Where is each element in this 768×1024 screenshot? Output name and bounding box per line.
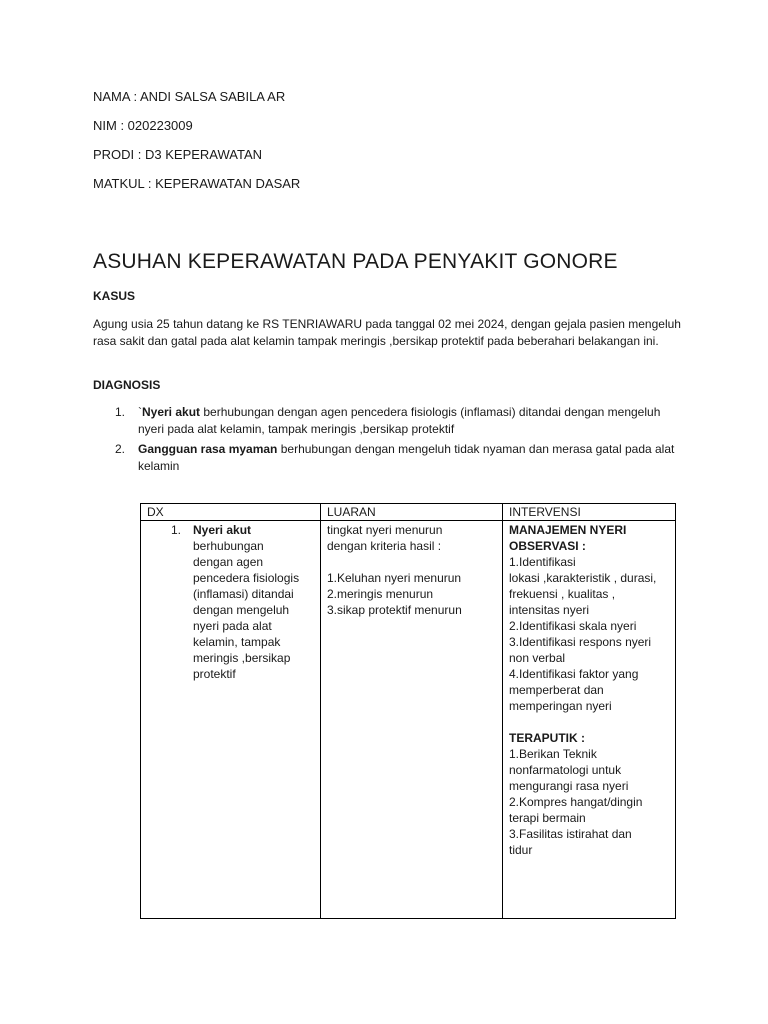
diagnosis-lead-mark: ` <box>138 405 142 419</box>
dx-line: meringis ,bersikap <box>193 651 291 665</box>
terapeutik-line: terapi bermain <box>509 811 586 825</box>
dx-line: dengan mengeluh <box>193 603 290 617</box>
dx-line: berhubungan <box>193 539 264 553</box>
terapeutik-heading: TERAPUTIK : <box>509 731 585 745</box>
intervensi-cell <box>503 521 676 919</box>
diagnosis-number: 2. <box>115 442 126 456</box>
observasi-line: memperberat dan <box>509 683 604 697</box>
observasi-line: memperingan nyeri <box>509 699 612 713</box>
observasi-line: frekuensi , kualitas , <box>509 587 616 601</box>
diagnosis-text: berhubungan dengan mengeluh tidak nyaman dan merasa gatal pada alat kelamin <box>138 442 675 473</box>
observasi-line: 4.Identifikasi faktor yang <box>509 667 639 681</box>
terapeutik-line: 1.Berikan Teknik <box>509 747 597 761</box>
observasi-line: 3.Identifikasi respons nyeri <box>509 635 652 649</box>
terapeutik-line: mengurangi rasa nyeri <box>509 779 629 793</box>
kasus-paragraph: Agung usia 25 tahun datang ke RS TENRIAWARU pada tanggal 02 mei 2024, dengan gejala pasien mengeluh rasa sakit dan gatal pada alat kelamin tampak meringis ,bersikap protektif pada beberahari belakangan ini. <box>93 317 681 348</box>
observasi-line: intensitas nyeri <box>509 603 590 617</box>
table-header-row <box>141 504 676 521</box>
course-name: MATKUL : KEPERAWATAN DASAR <box>93 176 301 191</box>
observasi-line: 2.Identifikasi skala nyeri <box>509 619 637 633</box>
spacer <box>509 714 669 730</box>
dx-cell <box>141 521 321 919</box>
student-prodi: PRODI : D3 KEPERAWATAN <box>93 147 263 162</box>
spacer <box>327 554 496 570</box>
table-row <box>141 521 676 919</box>
dx-line: (inflamasi) ditandai <box>193 587 294 601</box>
terapeutik-line: 3.Fasilitas istirahat dan <box>509 827 632 841</box>
header-dx: DX <box>141 504 321 521</box>
luaran-intro: dengan kriteria hasil : <box>327 539 442 553</box>
diagnosis-item <box>93 404 683 438</box>
student-name: NAMA : ANDI SALSA SABILA AR <box>93 89 286 104</box>
document-title: ASUHAN KEPERAWATAN PADA PENYAKIT GONORE <box>93 250 618 273</box>
luaran-item: 1.Keluhan nyeri menurun <box>327 571 462 585</box>
diagnosis-title: Gangguan rasa myaman <box>138 442 278 456</box>
dx-number: 1. <box>171 523 182 537</box>
diagnosis-item <box>93 441 683 475</box>
dx-line: pencedera fisiologis <box>193 571 300 585</box>
terapeutik-line: nonfarmatologi untuk <box>509 763 622 777</box>
header-luaran: LUARAN <box>321 504 503 521</box>
observasi-line: lokasi ,karakteristik , durasi, <box>509 571 657 585</box>
diagnosis-heading: DIAGNOSIS <box>93 378 161 392</box>
header-intervensi: INTERVENSI <box>503 504 676 521</box>
observasi-line: 1.Identifikasi <box>509 555 576 569</box>
kasus-heading: KASUS <box>93 289 136 303</box>
care-plan-table <box>140 503 676 919</box>
diagnosis-number: 1. <box>115 405 126 419</box>
diagnosis-title: Nyeri akut <box>142 405 201 419</box>
dx-line: nyeri pada alat <box>193 619 272 633</box>
terapeutik-line: 2.Kompres hangat/dingin <box>509 795 643 809</box>
luaran-cell <box>321 521 503 919</box>
luaran-item: 3.sikap protektif menurun <box>327 603 462 617</box>
diagnosis-list <box>93 404 683 478</box>
terapeutik-line: tidur <box>509 843 533 857</box>
intervensi-heading: MANAJEMEN NYERI <box>509 523 627 537</box>
dx-line: dengan agen <box>193 555 264 569</box>
dx-line: protektif <box>193 667 236 681</box>
dx-title: Nyeri akut <box>193 523 252 537</box>
luaran-intro: tingkat nyeri menurun <box>327 523 443 537</box>
diagnosis-text: berhubungan dengan agen pencedera fisiologis (inflamasi) ditandai dengan mengeluh nyeri pada alat kelamin, tampak meringis ,bersikap protektif <box>138 405 661 436</box>
dx-line: kelamin, tampak <box>193 635 281 649</box>
observasi-heading: OBSERVASI : <box>509 539 586 553</box>
student-nim: NIM : 020223009 <box>93 118 193 133</box>
luaran-item: 2.meringis menurun <box>327 587 434 601</box>
observasi-line: non verbal <box>509 651 566 665</box>
